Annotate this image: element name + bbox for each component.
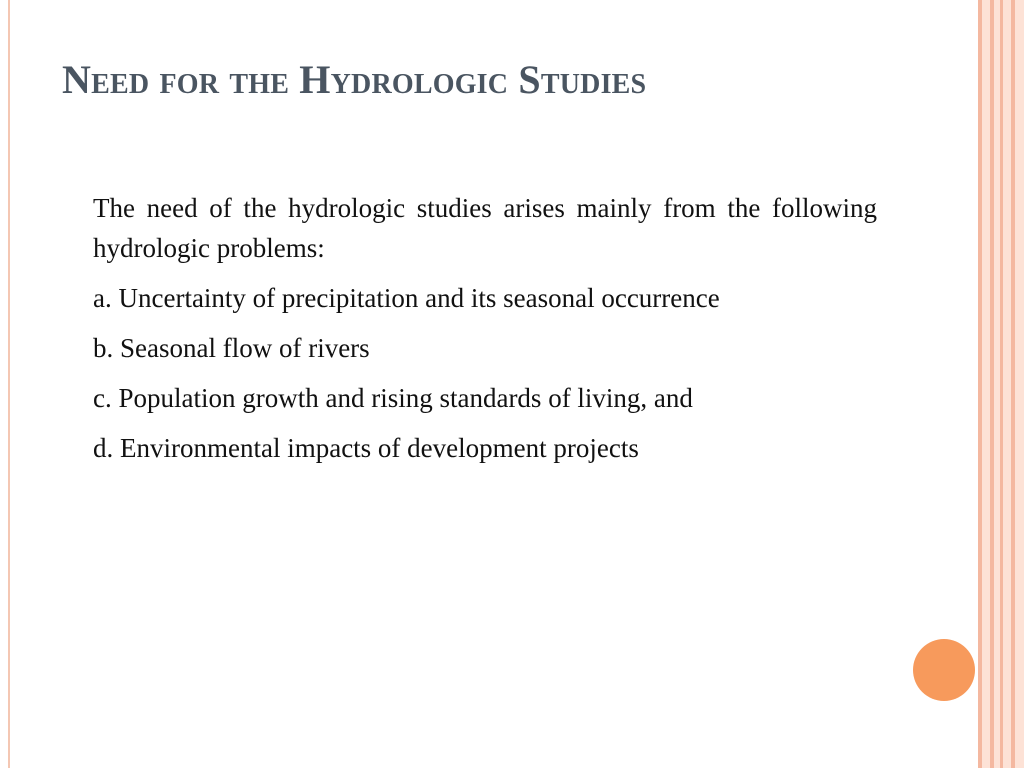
slide-body <box>93 188 877 478</box>
slide-title: Need for the Hydrologic Studies <box>62 57 647 102</box>
right-stripe <box>982 0 990 768</box>
decorative-circle <box>913 639 975 701</box>
list-item: c. Population growth and rising standards of living, and <box>93 383 693 413</box>
list-item: b. Seasonal flow of rivers <box>93 333 370 363</box>
list-item: a. Uncertainty of precipitation and its seasonal occurrence <box>93 283 720 313</box>
left-border-line <box>8 0 10 768</box>
intro-paragraph: The need of the hydrologic studies arises mainly from the following hydrologic problems: <box>93 193 877 263</box>
list-item: d. Environmental impacts of development projects <box>93 433 639 463</box>
right-stripe <box>1015 0 1024 768</box>
right-stripe <box>1003 0 1011 768</box>
